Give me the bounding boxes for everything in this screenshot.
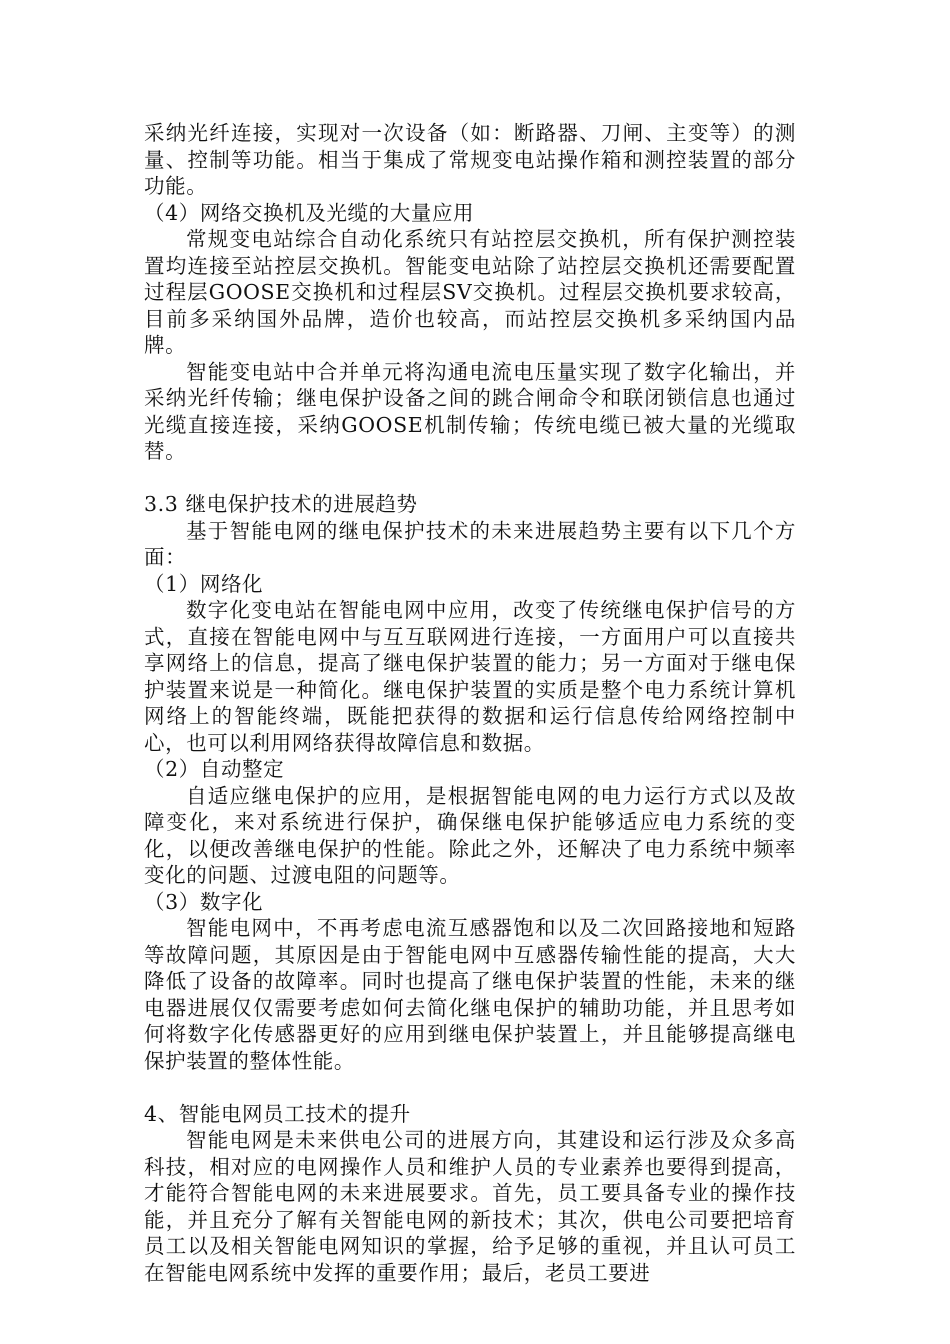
list-item-heading: （2）自动整定: [144, 757, 285, 781]
paragraph: 自适应继电保护的应用，是根据智能电网的电力运行方式以及故障变化，来对系统进行保护，确保继电保护能够适应电力系统的变化，以便改善继电保护的性能。除此之外，还解决了电力系统中频率变化的问题、过渡电阻的问题等。: [144, 783, 796, 887]
section-heading: 3.3 继电保护技术的进展趋势: [144, 492, 418, 516]
list-item-heading: （3）数字化: [144, 889, 264, 914]
paragraph-gap: [144, 1074, 796, 1101]
paragraph: 数字化变电站在智能电网中应用，改变了传统继电保护信号的方式，直接在智能电网中与互互联网进行连接，一方面用户可以直接共享网络上的信息，提高了继电保护装置的能力；另一方面对于继电保护装置来说是一种简化。继电保护装置的实质是整个电力系统计算机网络上的智能终端，既能把获得的数据和运行信息传给网络控制中心，也可以利用网络获得故障信息和数据。: [144, 598, 796, 755]
section-heading: 4、智能电网员工技术的提升: [144, 1101, 411, 1126]
list-item-heading: （4）网络交换机及光缆的大量应用: [144, 200, 475, 225]
list-item-heading: （1）网络化: [144, 571, 264, 596]
paragraph: 基于智能电网的继电保护技术的未来进展趋势主要有以下几个方面：: [144, 518, 796, 569]
document-body: [144, 120, 796, 1286]
paragraph: 采纳光纤连接，实现对一次设备（如：断路器、刀闸、主变等）的测量、控制等功能。相当于集成了常规变电站操作箱和测控装置的部分功能。: [144, 121, 796, 198]
paragraph: 智能电网中，不再考虑电流互感器饱和以及二次回路接地和短路等故障问题，其原因是由于智能电网中互感器传输性能的提高，大大降低了设备的故障率。同时也提高了继电保护装置的性能，未来的继电器进展仅仅需要考虑如何去简化继电保护的辅助功能，并且思考如何将数字化传感器更好的应用到继电保护装置上，并且能够提高继电保护装置的整体性能。: [144, 916, 796, 1073]
paragraph: 智能变电站中合并单元将沟通电流电压量实现了数字化输出，并采纳光纤传输；继电保护设备之间的跳合闸命令和联闭锁信息也通过光缆直接连接，采纳GOOSE机制传输；传统电缆已被大量的光缆取替。: [144, 359, 796, 463]
paragraph-gap: [144, 465, 796, 492]
paragraph: 常规变电站综合自动化系统只有站控层交换机，所有保护测控装置均连接至站控层交换机。智能变电站除了站控层交换机还需要配置过程层GOOSE交换机和过程层SV交换机。过程层交换机要求较高，目前多采纳国外品牌，造价也较高，而站控层交换机多采纳国内品牌。: [144, 227, 796, 357]
paragraph: 智能电网是未来供电公司的进展方向，其建设和运行涉及众多高科技，相对应的电网操作人员和维护人员的专业素养也要得到提高，才能符合智能电网的未来进展要求。首先，员工要具备专业的操作技能，并且充分了解有关智能电网的新技术；其次，供电公司要把培育员工以及相关智能电网知识的掌握，给予足够的重视，并且认可员工在智能电网系统中发挥的重要作用；最后，老员工要进: [144, 1128, 796, 1285]
